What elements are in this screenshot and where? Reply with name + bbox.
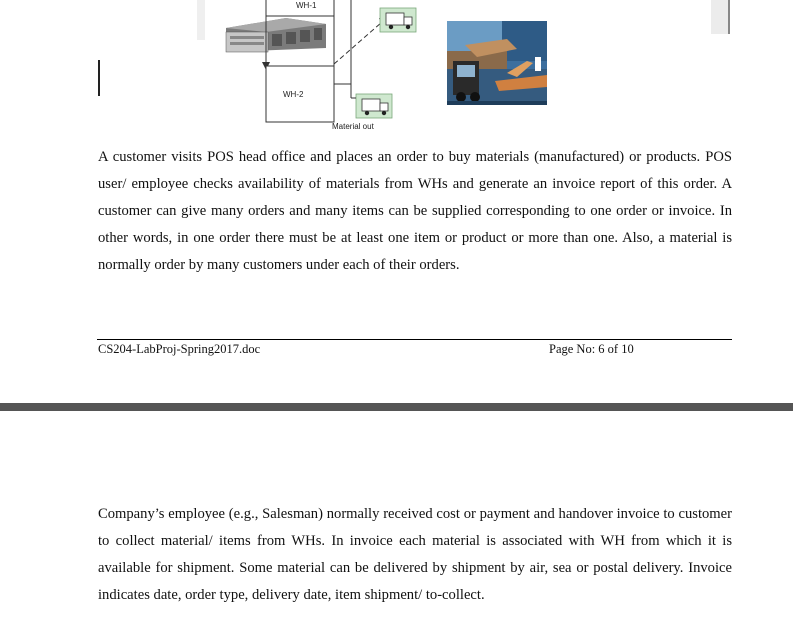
warehouse-flow-diagram — [196, 0, 616, 140]
warehouse-building-icon — [226, 18, 326, 52]
footer-divider — [97, 339, 732, 340]
material-out-label-top — [386, 0, 423, 1]
footer-filename: CS204-LabProj-Spring2017.doc — [98, 342, 261, 356]
truck-icon — [356, 94, 392, 118]
footer-page-number: Page No: 6 of 10 — [549, 342, 634, 356]
text-cursor — [98, 60, 100, 96]
wh1-label: WH-1 — [296, 1, 317, 10]
page-separator — [0, 403, 793, 411]
body-paragraph: A customer visits POS head office and places an order to buy materials (manufactured) or products. POS user/ employee checks availability of materials from WHs and generate an invoice report of this order. A customer can give many orders and many items can be supplied corresponding to one order or invoice. In other words, in one order there must be at least one item or product or more than one. Also, a material is normally order by many customers under each of their orders. — [98, 149, 732, 273]
page-edge-line — [728, 0, 730, 34]
truck-icon — [380, 8, 416, 32]
material-out-label: Material out — [332, 122, 374, 131]
page-margin-shade — [711, 0, 728, 34]
wh2-label: WH-2 — [283, 90, 304, 99]
transport-collage-image — [447, 21, 547, 105]
body-paragraph: Company’s employee (e.g., Salesman) normally received cost or payment and handover invoice to customer to collect material/ items from WHs. In invoice each material is associated with WH from which it is available for shipment. Some material can be delivered by shipment by air, sea or postal delivery. Invoice indicates date, order type, delivery date, item shipment/ to-collect. — [98, 506, 732, 603]
